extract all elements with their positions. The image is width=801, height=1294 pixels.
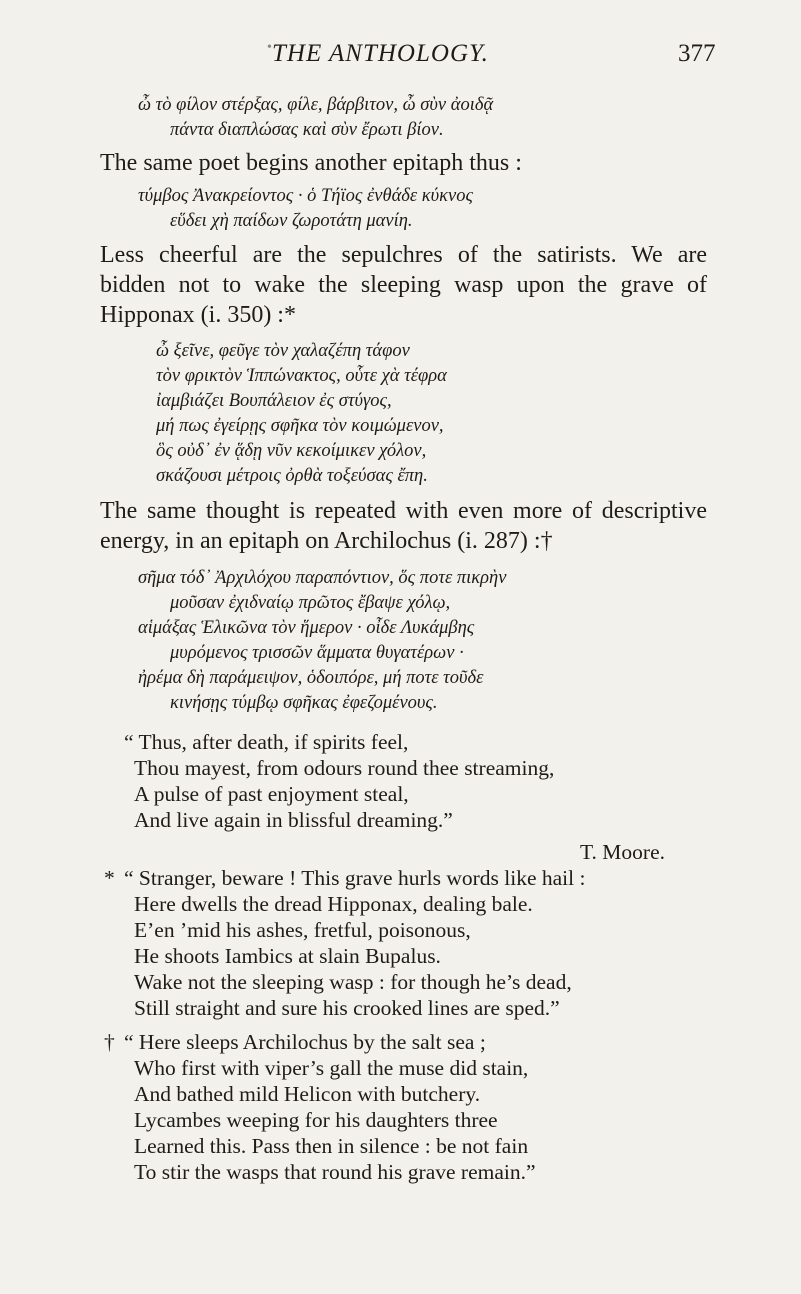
prose-line: Less cheerful are the sepulchres of the satirists. We are	[100, 242, 707, 268]
verse-line: A pulse of past enjoyment steal,	[134, 782, 409, 806]
greek-line: τὸν φρικτὸν Ἱππώνακτος, οὗτε χὰ τέφρα	[156, 366, 447, 386]
footnote-line: Wake not the sleeping wasp : for though he’s dead,	[134, 970, 572, 994]
greek-line: ἰαμβιάζει Βουπάλειον ἐς στύγος,	[156, 391, 392, 411]
greek-line: κινήσῃς τύμβῳ σφῆκας ἐφεζομένους.	[170, 693, 438, 713]
footnote-line: Here dwells the dread Hipponax, dealing bale.	[134, 892, 533, 916]
greek-line: πάντα διαπλώσας καὶ σὺν ἔρωτι βίον.	[170, 120, 444, 140]
greek-line: τύμβος Ἀνακρείοντος · ὁ Τήϊος ἐνθάδε κύκνος	[138, 186, 474, 206]
greek-line: σῆμα τόδ᾽ Ἀρχιλόχου παραπόντιον, ὅς ποτε πικρὴν	[138, 568, 507, 588]
footnote-line: He shoots Iambics at slain Bupalus.	[134, 944, 441, 968]
footnote-line: Who first with viper’s gall the muse did stain,	[134, 1056, 529, 1080]
footnote-line: Learned this. Pass then in silence : be not fain	[134, 1134, 529, 1158]
footnote-mark: *	[104, 866, 115, 890]
greek-line: ὦ ξεῖνε, φεῦγε τὸν χαλαζέπη τάφον	[156, 341, 410, 361]
verse-line: And live again in blissful dreaming.”	[134, 808, 453, 832]
prose-line: The same poet begins another epitaph thus :	[100, 150, 522, 176]
prose-line: energy, in an epitaph on Archilochus (i. 287) :†	[100, 528, 553, 554]
greek-line: αἱμάξας Ἑλικῶνα τὸν ἥμερον · οἶδε Λυκάμβης	[138, 618, 475, 638]
footnote-line: “ Here sleeps Archilochus by the salt sea ;	[124, 1030, 486, 1054]
greek-line: ἠρέμα δὴ παράμειψον, ὁδοιπόρε, μή ποτε τοῦδε	[138, 668, 484, 688]
attribution	[580, 840, 665, 865]
verse-line: “ Thus, after death, if spirits feel,	[124, 730, 409, 754]
prose-line: bidden not to wake the sleeping wasp upon the grave of	[100, 272, 707, 298]
page-header	[0, 40, 801, 80]
footnote-line: Still straight and sure his crooked lines are sped.”	[134, 996, 560, 1020]
attribution-text: T. Moore.	[580, 840, 665, 864]
footnote-line: To stir the wasps that round his grave remain.”	[134, 1160, 536, 1184]
prose-line: The same thought is repeated with even more of descriptive	[100, 498, 707, 524]
footnote-line: Lycambes weeping for his daughters three	[134, 1108, 498, 1132]
footnote-line: E’en ’mid his ashes, fretful, poisonous,	[134, 918, 471, 942]
greek-line: μυρόμενος τρισσῶν ἅμματα θυγατέρων ·	[170, 643, 464, 663]
margin-mark: •	[267, 40, 272, 55]
greek-line: εὕδει χὴ παίδων ζωροτάτη μανίη.	[170, 211, 413, 231]
footnote-mark: †	[104, 1030, 115, 1054]
footnote-line: “ Stranger, beware ! This grave hurls words like hail :	[124, 866, 586, 890]
greek-line: μοῦσαν ἐχιδναίῳ πρῶτος ἔβαψε χόλῳ,	[170, 593, 451, 613]
prose-line: Hipponax (i. 350) :*	[100, 302, 296, 328]
verse-line: Thou mayest, from odours round thee streaming,	[134, 756, 555, 780]
running-title: THE ANTHOLOGY.	[272, 40, 489, 67]
greek-line: ὦ τὸ φίλον στέρξας, φίλε, βάρβιτον, ὦ σὺν ἀοιδᾷ	[138, 95, 494, 115]
page-number: 377	[678, 40, 716, 67]
greek-line: σκάζουσι μέτροις ὀρθὰ τοξεύσας ἔπη.	[156, 466, 428, 486]
footnote-line: And bathed mild Helicon with butchery.	[134, 1082, 481, 1106]
greek-line: μή πως ἐγείρῃς σφῆκα τὸν κοιμώμενον,	[156, 416, 444, 436]
greek-line: ὃς οὐδ᾽ ἐν ᾅδῃ νῦν κεκοίμικεν χόλον,	[156, 441, 427, 461]
